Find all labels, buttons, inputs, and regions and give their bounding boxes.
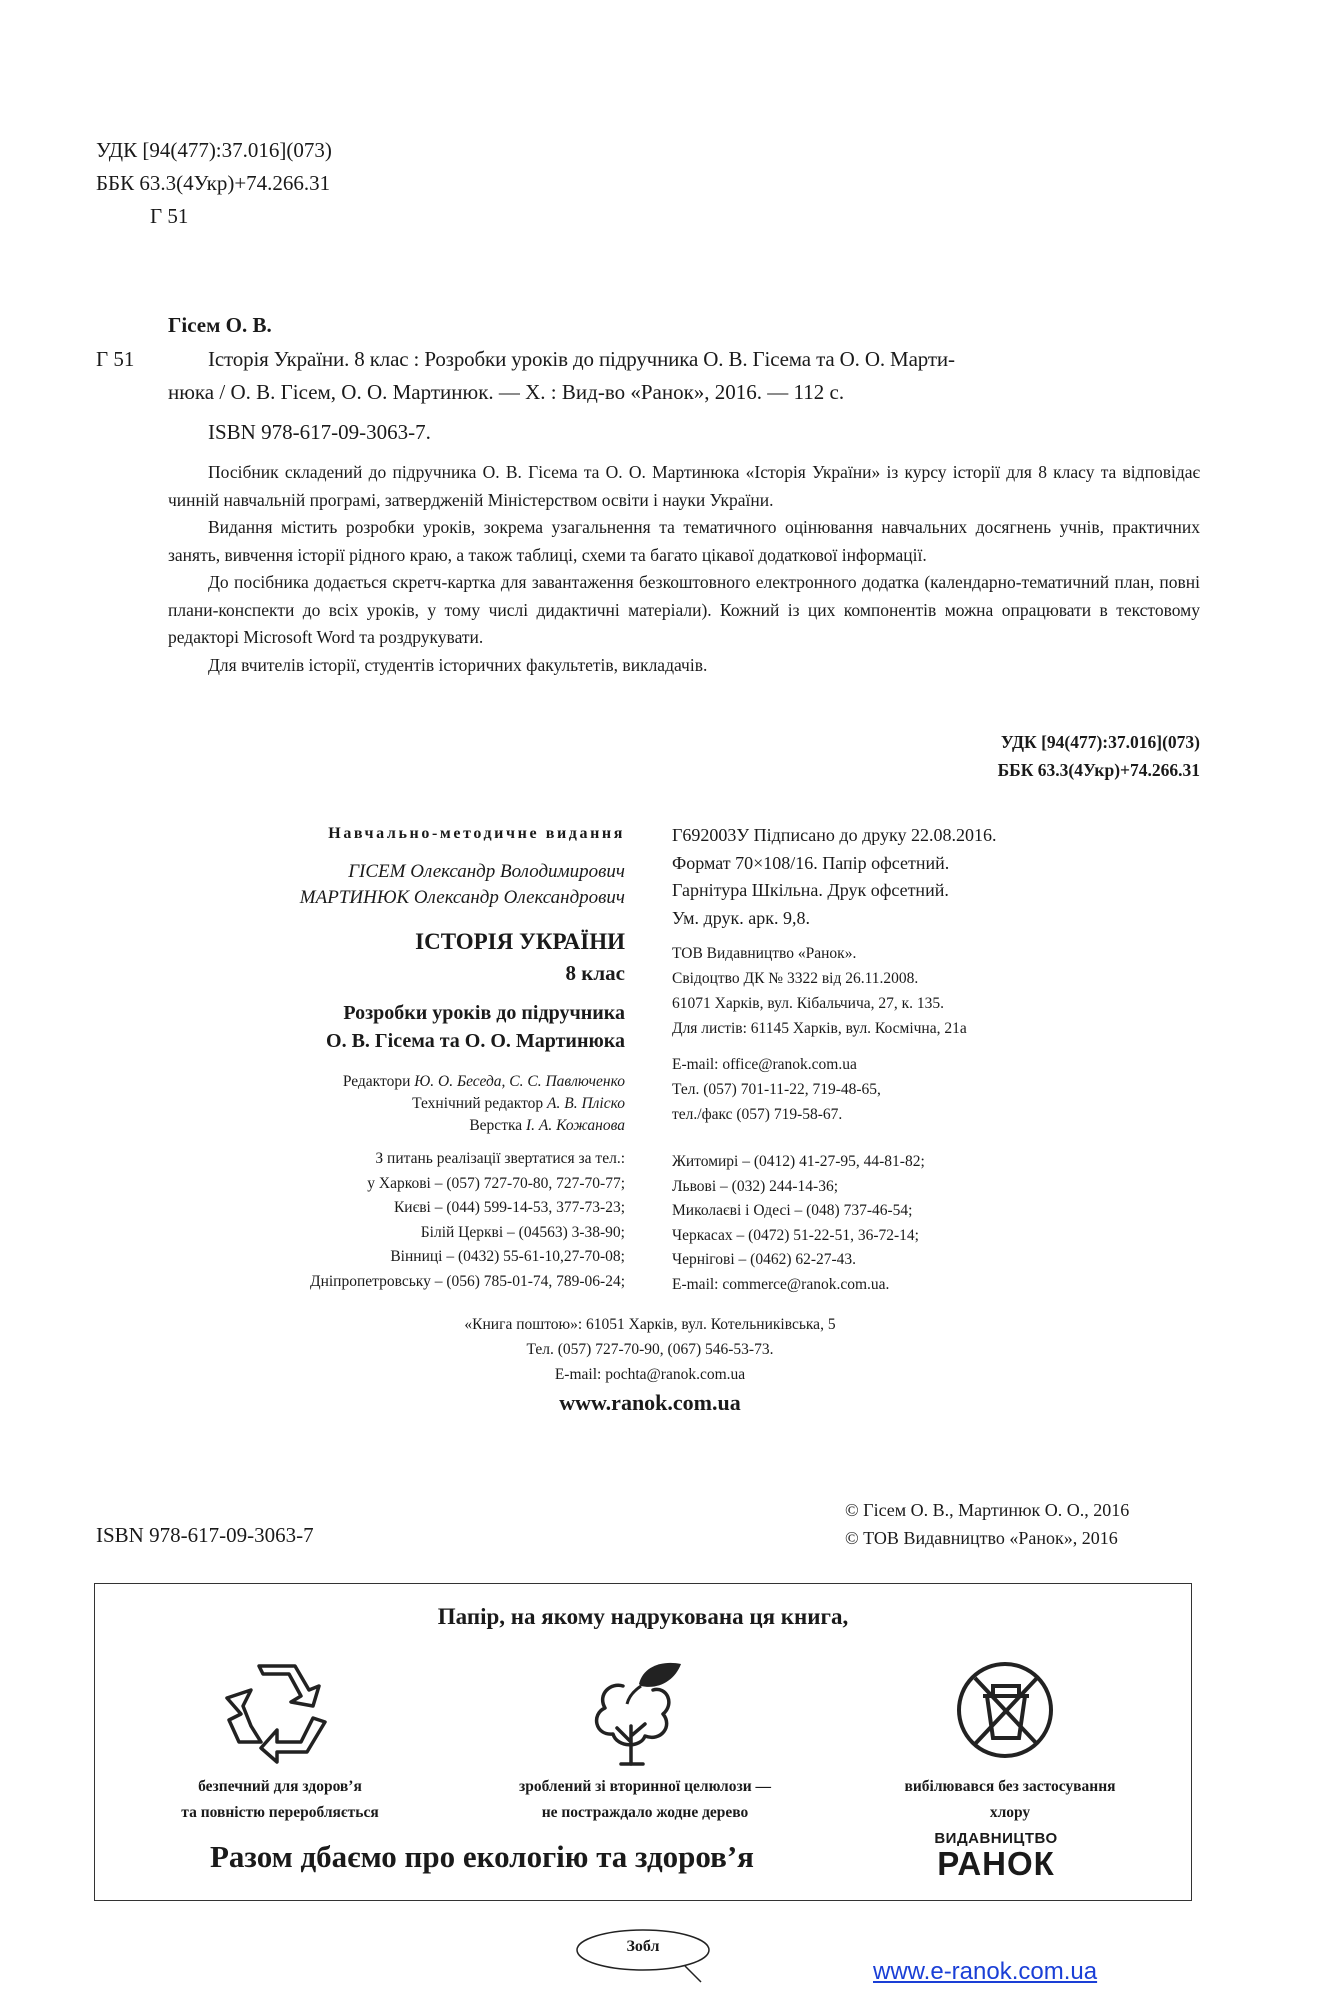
- print-line: Ум. друк. арк. 9,8.: [672, 907, 810, 928]
- print-line: Гарнітура Шкільна. Друк офсетний.: [672, 880, 949, 900]
- eco-item-text: зроблений зі вторинної целюлози —: [518, 1778, 772, 1795]
- sales-contacts-right: [672, 1150, 996, 1298]
- eco-item-2: [455, 1774, 835, 1826]
- bib-isbn: ISBN 978-617-09-3063-7.: [208, 420, 431, 444]
- bib-title-line1: Історія України. 8 клас : Розробки уроків до підручника О. В. Гісема та О. О. Марти-: [208, 347, 955, 371]
- layout-name: І. А. Кожанова: [526, 1117, 625, 1134]
- publisher-info: [672, 941, 996, 1041]
- publisher-logo: [921, 1831, 1071, 1881]
- mail-order-line: «Книга поштою»: 61051 Харків, вул. Котельниківська, 5: [464, 1316, 836, 1333]
- tech-editor-name: А. В. Пліско: [547, 1095, 625, 1112]
- eco-item-text: безпечний для здоров’я: [198, 1778, 362, 1795]
- udk-code-right: УДК [94(477):37.016](073): [1000, 732, 1200, 752]
- eco-item-1: [115, 1774, 445, 1826]
- abstract: [168, 459, 1200, 679]
- print-line: Г692003У Підписано до друку 22.08.2016.: [672, 825, 997, 845]
- recycle-icon: [221, 1656, 331, 1766]
- book-grade: 8 клас: [565, 961, 625, 985]
- logo-line-2: РАНОК: [937, 1845, 1055, 1882]
- tree-icon: [583, 1656, 693, 1771]
- imprint-right: [672, 822, 996, 1298]
- imprint-left: [65, 822, 625, 1295]
- copyright-line: © Гісем О. В., Мартинюк О. О., 2016: [845, 1500, 1130, 1520]
- bib-code: Г 51: [96, 347, 135, 371]
- print-line: Формат 70×108/16. Папір офсетний.: [672, 852, 950, 873]
- mail-order-line: Тел. (057) 727-70-90, (067) 546-53-73.: [526, 1341, 774, 1358]
- eco-slogan: Разом дбаємо про екологію та здоров’я: [210, 1839, 754, 1874]
- bbk-code-right: ББК 63.3(4Укр)+74.266.31: [997, 760, 1200, 780]
- copyright-block: [845, 1496, 1129, 1552]
- abstract-paragraph: До посібника додається скретч-картка для завантаження безкоштовного електронного додатка (календарно-тематичний план, повні плани-конспекти до всіх уроків, у тому числі дидактичні матеріали). Кожний із цих компонентів можна опрацювати в текстовому редакторі Microsoft Word та роздрукувати.: [168, 572, 1200, 647]
- publisher-line: 61071 Харків, вул. Кібальчича, 27, к. 135.: [672, 995, 945, 1012]
- email-line: E-mail: office@ranok.com.ua: [672, 1056, 857, 1073]
- email-info: [672, 1052, 996, 1127]
- eco-item-text: не постраждало жодне дерево: [541, 1804, 749, 1821]
- abstract-paragraph: Видання містить розробки уроків, зокрема узагальнення та тематичного оцінювання навчальних досягнень учнів, практичних занять, вивчення історії рідного краю, а також таблиці, схеми та багато цікавої додаткової інформації.: [168, 517, 1200, 565]
- page-number-oval: [575, 1928, 715, 1983]
- contact-line: Львові – (032) 244-14-36;: [672, 1177, 838, 1195]
- contact-line: E-mail: commerce@ranok.com.ua.: [672, 1275, 890, 1293]
- editors-line: [65, 1071, 625, 1093]
- email-line: Тел. (057) 701-11-22, 719-48-65,: [672, 1081, 881, 1098]
- e-ranok-link[interactable]: www.e-ranok.com.ua: [873, 1958, 1098, 1985]
- contact-line: Вінниці – (0432) 55-61-10,27-70-08;: [390, 1248, 625, 1266]
- eco-heading: Папір, на якому надрукована ця книга,: [437, 1604, 849, 1629]
- classification-right: [998, 728, 1200, 784]
- eco-item-text: хлору: [989, 1804, 1031, 1821]
- bib-title-line2: нюка / О. В. Гісем, О. О. Мартинюк. — Х. : Вид-во «Ранок», 2016. — 112 с.: [168, 380, 845, 404]
- editors-names: Ю. О. Беседа, С. С. Павлюченко: [414, 1073, 625, 1090]
- contact-line: у Харкові – (057) 727-70-80, 727-70-77;: [367, 1174, 625, 1192]
- publisher-line: Свідоцтво ДК № 3322 від 26.11.2008.: [672, 970, 919, 987]
- layout-line: [65, 1115, 625, 1137]
- eco-item-text: вибілювався без застосування: [904, 1778, 1116, 1795]
- book-subtitle-2: О. В. Гісема та О. О. Мартинюка: [326, 1030, 625, 1052]
- classification-block: [96, 134, 332, 233]
- abstract-paragraph: Для вчителів історії, студентів історичних факультетів, викладачів.: [208, 654, 708, 675]
- book-title: ІСТОРІЯ УКРАЇНИ: [415, 929, 625, 954]
- udk-code: УДК [94(477):37.016](073): [96, 138, 332, 162]
- contact-line: Чернігові – (0462) 62-27-43.: [672, 1251, 857, 1269]
- sales-contacts-left: [65, 1147, 625, 1295]
- copyright-line: © ТОВ Видавництво «Ранок», 2016: [845, 1528, 1118, 1548]
- author-full-2: МАРТИНЮК Олександр Олександрович: [299, 887, 625, 908]
- publisher-line: ТОВ Видавництво «Ранок».: [672, 945, 857, 962]
- book-subtitle-1: Розробки уроків до підручника: [343, 1002, 625, 1024]
- no-chlorine-icon: [953, 1656, 1058, 1766]
- author-mark: Г 51: [150, 204, 189, 228]
- abstract-paragraph: Посібник складений до підручника О. В. Гісема та О. О. Мартинюка «Історія України» із курсу історії для 8 класу та відповідає чинній навчальній програмі, затвердженій Міністерством освіти і науки України.: [168, 462, 1200, 510]
- print-info: [672, 822, 996, 932]
- contact-line: Житомирі – (0412) 41-27-95, 44-81-82;: [672, 1153, 925, 1170]
- isbn-bottom: ISBN 978-617-09-3063-7: [96, 1523, 314, 1547]
- tech-editor-line: [65, 1093, 625, 1115]
- layout-label: Верстка: [469, 1117, 523, 1134]
- logo-line-1: ВИДАВНИЦТВО: [934, 1830, 1058, 1847]
- contact-line: Миколаєві і Одесі – (048) 737-46-54;: [672, 1202, 913, 1220]
- author-full-1: ГІСЕМ Олександр Володимирович: [348, 861, 625, 882]
- eco-item-3: [845, 1774, 1175, 1826]
- mail-order: [300, 1312, 1000, 1419]
- mail-order-line: E-mail: pochta@ranok.com.ua: [554, 1366, 746, 1383]
- contact-line: Дніпропетровську – (056) 785-01-74, 789-06-24;: [310, 1272, 625, 1290]
- bib-author: Гісем О. В.: [168, 313, 272, 337]
- contact-line: З питань реалізації звертатися за тел.:: [375, 1150, 625, 1167]
- editors-label: Редактори: [342, 1073, 411, 1090]
- contact-line: Білій Церкві – (04563) 3-38-90;: [420, 1223, 625, 1241]
- eco-box: [94, 1583, 1192, 1901]
- edition-type: Навчально-методичне видання: [328, 825, 625, 842]
- tech-editor-label: Технічний редактор: [412, 1095, 544, 1112]
- page-label: Зобл: [626, 1938, 660, 1955]
- email-line: тел./факс (057) 719-58-67.: [672, 1106, 843, 1123]
- contact-line: Черкасах – (0472) 51-22-51, 36-72-14;: [672, 1226, 919, 1244]
- bbk-code: ББК 63.3(4Укр)+74.266.31: [96, 171, 331, 195]
- eco-item-text: та повністю переробляється: [181, 1804, 379, 1821]
- contact-line: Києві – (044) 599-14-53, 377-73-23;: [393, 1199, 625, 1217]
- publisher-website: www.ranok.com.ua: [559, 1390, 741, 1415]
- publisher-line: Для листів: 61145 Харків, вул. Космічна, 21а: [672, 1020, 967, 1037]
